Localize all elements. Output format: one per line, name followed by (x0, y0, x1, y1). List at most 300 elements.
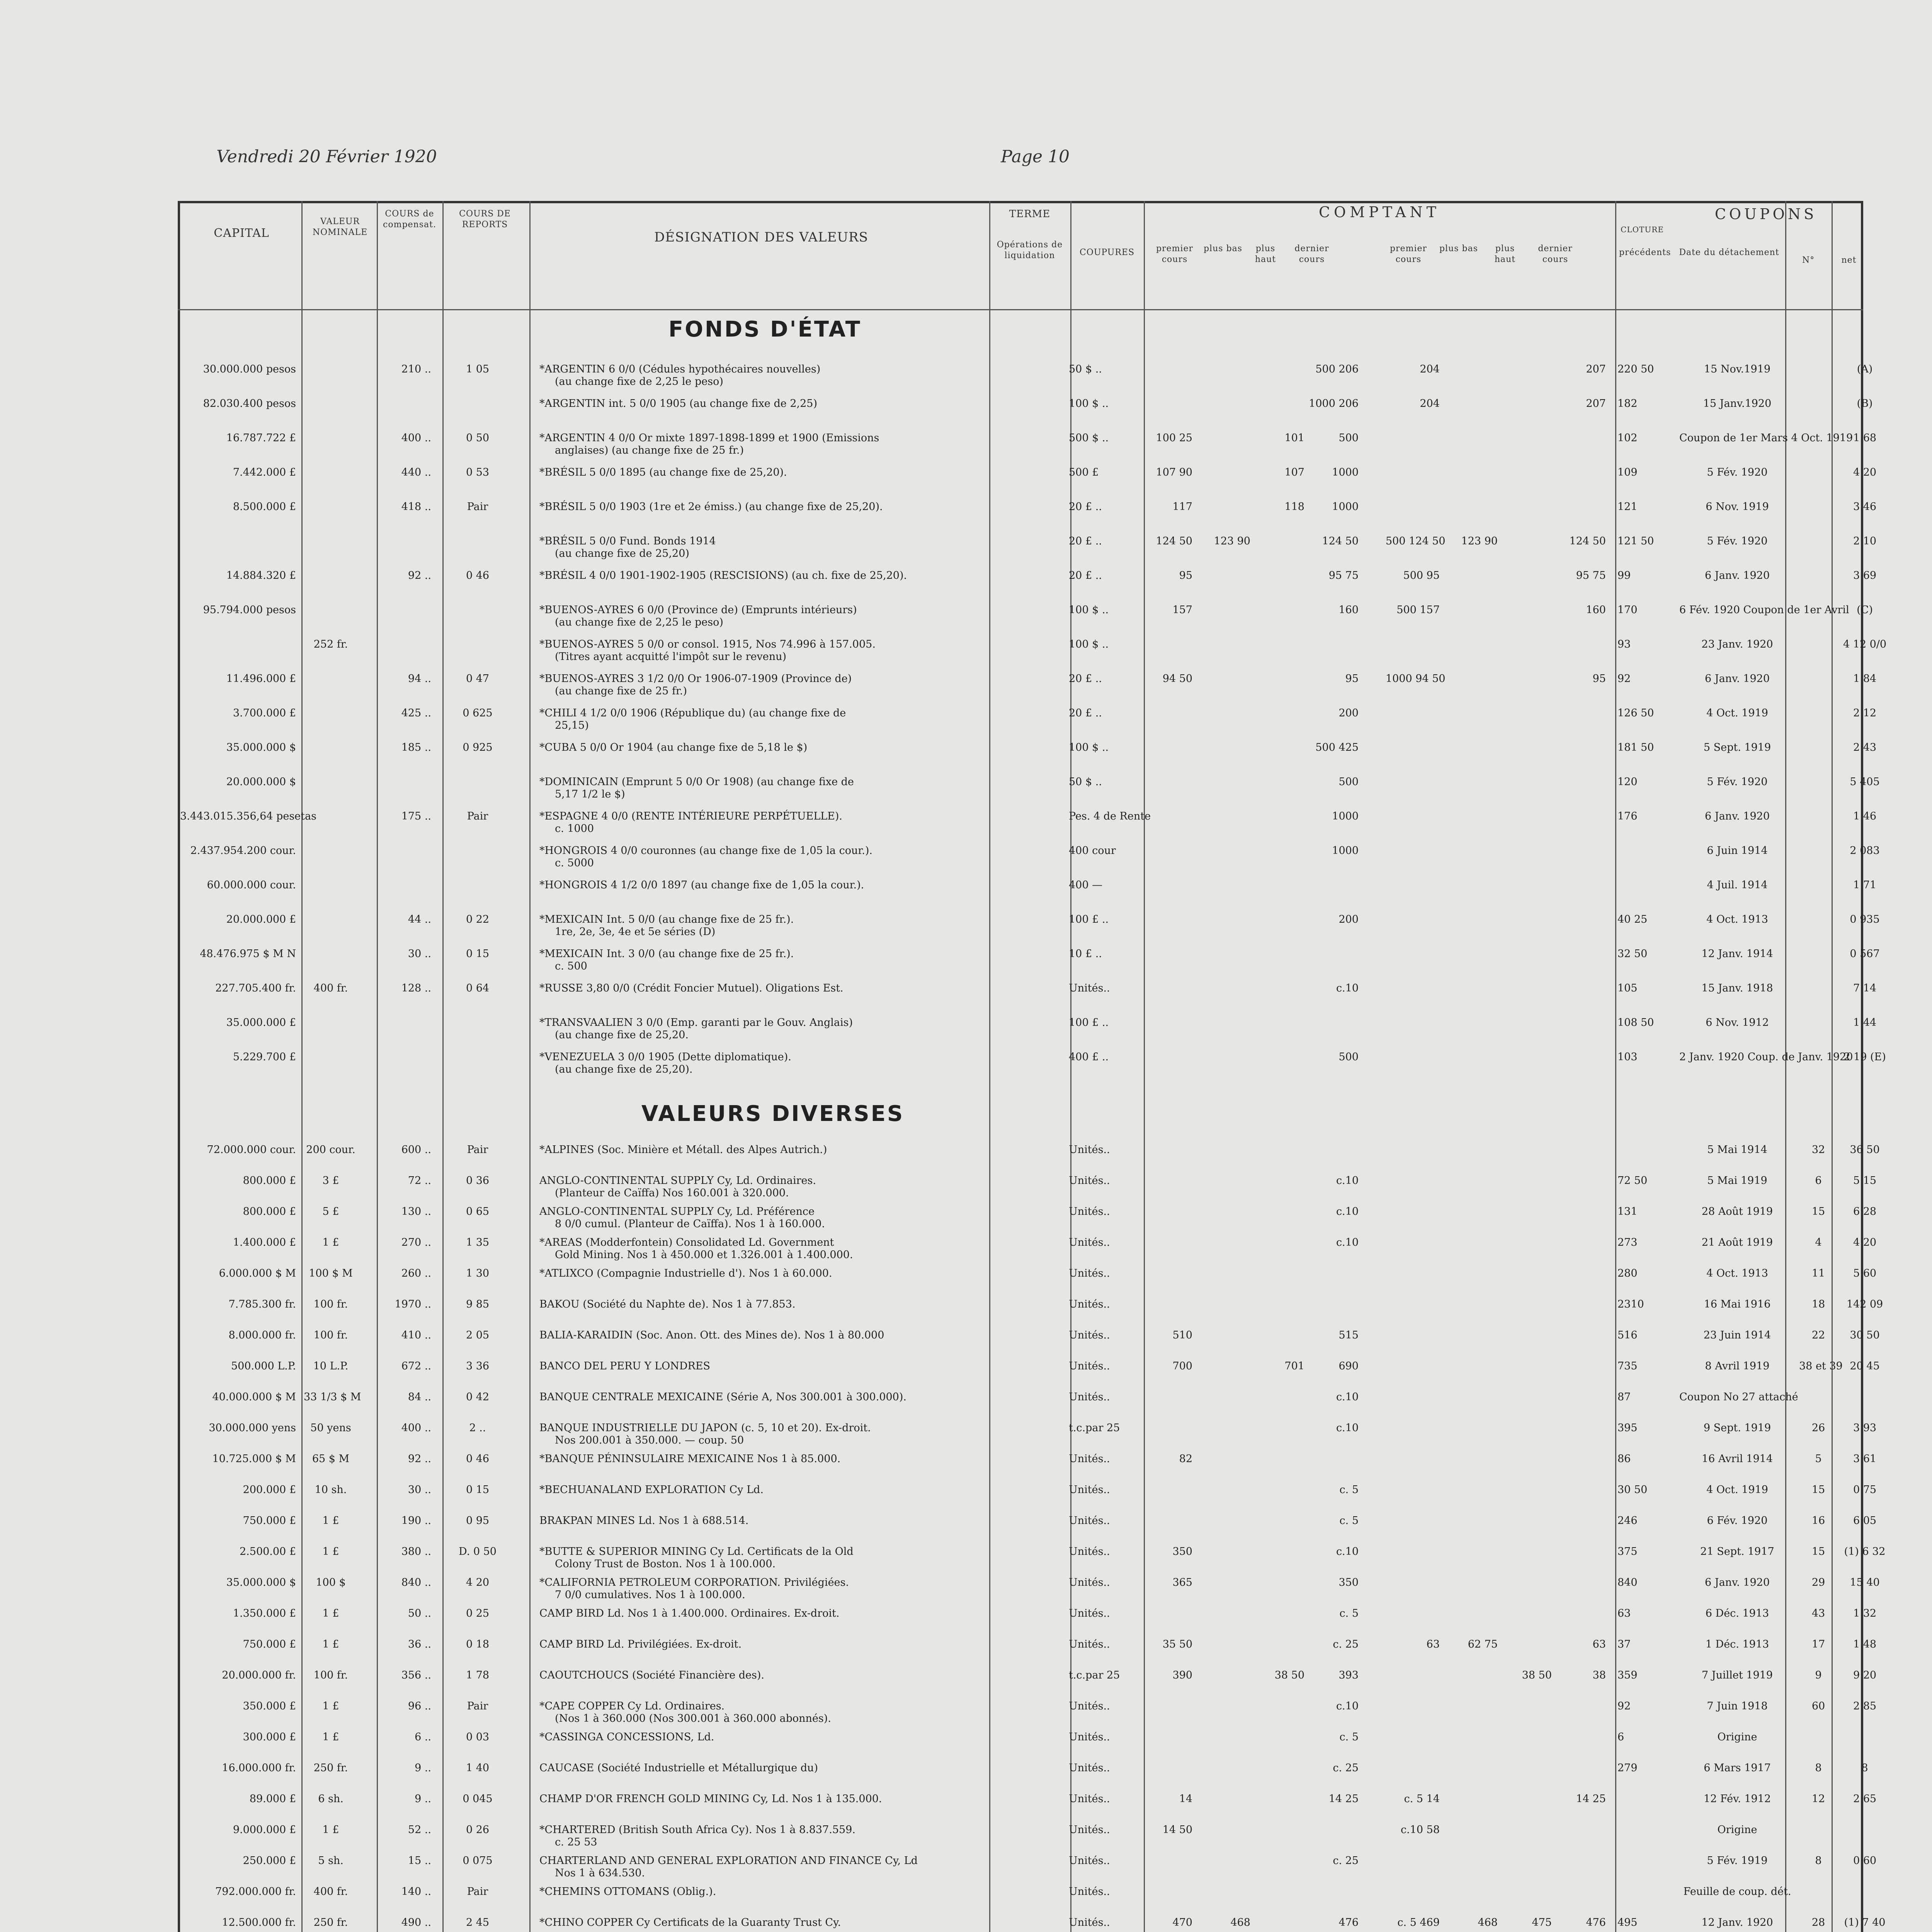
dernier-cours-cell: 350 (1338, 1577, 1359, 1588)
coupon-date-cell: 7 Juillet 1919 (1701, 1669, 1773, 1681)
capital-cell: 500.000 L.P. (231, 1360, 296, 1372)
premier-cours-cell: 14 (1179, 1793, 1192, 1805)
dernier-cours-cell: c. 5 (1339, 1607, 1359, 1619)
capital-cell: 750.000 £ (243, 1515, 296, 1527)
compensation-cell: 210 .. (401, 363, 431, 375)
table-row (180, 1762, 1868, 1792)
compensation-cell: 130 .. (401, 1206, 431, 1218)
col-premier-cours: premier cours (1156, 244, 1194, 264)
col-compensation: COURS de compensat. (383, 209, 436, 230)
coupon-number-cell: 16 (1811, 1515, 1825, 1527)
compensation-cell: 36 .. (408, 1638, 431, 1650)
coupon-number-cell: 4 (1815, 1236, 1822, 1248)
coupure-cell: Unités.. (1069, 1391, 1110, 1403)
report-cell: Pair (467, 1144, 488, 1156)
designation-line-1: BANCO DEL PERU Y LONDRES (539, 1360, 711, 1372)
coupon-date-cell: 6 Fév. 1920 Coupon de 1er Avril (1679, 604, 1849, 616)
col-coupures: COUPURES (1079, 248, 1135, 257)
coupon-number-cell: 32 (1811, 1144, 1825, 1156)
premier-cours-2-cell: c. 5 14 (1404, 1793, 1440, 1805)
table-row (180, 913, 1880, 944)
coupon-date-cell: Coupon No 27 attaché (1679, 1391, 1798, 1403)
compensation-cell: 92 .. (408, 1453, 431, 1465)
coupon-net-cell: 9 20 (1853, 1669, 1877, 1681)
designation-line-1: *CHEMINS OTTOMANS (Oblig.). (539, 1886, 716, 1898)
coupon-date-cell: 6 Janv. 1920 (1705, 810, 1770, 822)
designation-line-2: 1re, 2e, 3e, 4e et 5e séries (D) (555, 926, 716, 938)
coupon-date-cell: 9 Sept. 1919 (1703, 1422, 1771, 1434)
report-cell: 0 50 (466, 432, 490, 444)
coupon-number-cell: 8 (1815, 1762, 1822, 1774)
compensation-cell: 30 .. (408, 1484, 431, 1496)
plus-haut-cell: 101 (1284, 432, 1304, 444)
table-row (180, 1267, 1877, 1298)
coupon-net-cell: 2 65 (1853, 1793, 1877, 1805)
coupon-date-cell: 6 Mars 1917 (1704, 1762, 1771, 1774)
cloture-cell: 516 (1617, 1329, 1638, 1341)
designation-line-1: CAOUTCHOUCS (Société Financière des). (539, 1669, 765, 1681)
coupon-date-cell: 16 Avril 1914 (1701, 1453, 1773, 1465)
designation-line-2: (au change fixe de 25,20) (555, 548, 689, 560)
designation-line-2: (au change fixe de 2,25 le peso) (555, 376, 723, 388)
coupon-net-cell: 5 15 (1853, 1175, 1877, 1187)
cloture-cell: 103 (1617, 1051, 1638, 1063)
cloture-cell: 131 (1617, 1206, 1638, 1218)
dernier-cours-2-cell: 95 75 (1576, 570, 1606, 582)
cloture-cell: 87 (1617, 1391, 1631, 1403)
coupon-date-cell: 5 Fév. 1920 (1707, 535, 1768, 547)
col-date-detachement: Date du détachement (1679, 248, 1779, 257)
col-designation: DÉSIGNATION DES VALEURS (654, 230, 868, 245)
table-row (180, 673, 1877, 703)
coupure-cell: Unités.. (1069, 1329, 1110, 1341)
coupon-number-cell: 11 (1811, 1267, 1825, 1279)
coupon-date-cell: 12 Fév. 1912 (1703, 1793, 1771, 1805)
compensation-cell: 15 .. (408, 1855, 431, 1867)
nominal-cell: 400 fr. (313, 1886, 348, 1898)
capital-cell: 89.000 £ (249, 1793, 296, 1805)
dernier-cours-2-cell: 14 25 (1576, 1793, 1606, 1805)
capital-cell: 300.000 £ (243, 1731, 296, 1743)
coupon-date-cell: 5 Fév. 1920 (1707, 466, 1768, 478)
report-cell: 0 18 (466, 1638, 490, 1650)
dernier-cours-cell: c.10 (1336, 1236, 1359, 1248)
report-cell: 0 075 (463, 1855, 493, 1867)
designation-line-1: *BRÉSIL 5 0/0 Fund. Bonds 1914 (539, 535, 716, 547)
capital-cell: 35.000.000 £ (226, 1017, 296, 1029)
cloture-cell: 72 50 (1617, 1175, 1648, 1187)
designation-line-1: *ARGENTIN 6 0/0 (Cédules hypothécaires nouvelles) (539, 363, 821, 375)
compensation-cell: 400 .. (401, 432, 431, 444)
compensation-cell: 440 .. (401, 466, 431, 478)
coupon-net-cell: 4 20 (1853, 466, 1877, 478)
table-row (180, 742, 1877, 772)
coupon-net-cell: 5 405 (1850, 776, 1880, 788)
coupon-date-cell: 2 Janv. 1920 Coup. de Janv. 1920 (1679, 1051, 1853, 1063)
report-cell: 0 42 (466, 1391, 490, 1403)
dernier-cours-2-cell: 95 (1592, 673, 1606, 685)
capital-cell: 30.000.000 pesos (203, 363, 296, 375)
coupon-number-cell: 12 (1811, 1793, 1825, 1805)
designation-line-2: 7 0/0 cumulatives. Nos 1 à 100.000. (555, 1589, 745, 1601)
cloture-cell: 32 50 (1617, 948, 1648, 960)
coupon-date-cell: 6 Déc. 1913 (1705, 1607, 1769, 1619)
table-row (180, 1329, 1880, 1359)
dernier-cours-cell: 1000 (1332, 810, 1359, 822)
coupon-net-cell: 1 46 (1853, 810, 1877, 822)
report-cell: 0 925 (463, 742, 493, 753)
designation-line-1: *RUSSE 3,80 0/0 (Crédit Foncier Mutuel). Oligations Est. (539, 982, 844, 994)
table-row (180, 1515, 1877, 1545)
designation-line-1: ANGLO-CONTINENTAL SUPPLY Cy, Ld. Ordinaires. (539, 1175, 816, 1187)
coupon-net-cell: 0 567 (1850, 948, 1880, 960)
table-row (180, 604, 1873, 634)
coupon-net-cell: 142 09 (1846, 1298, 1883, 1310)
coupon-date-cell: 8 Avril 1919 (1705, 1360, 1770, 1372)
cloture-cell: 181 50 (1617, 742, 1654, 753)
cloture-cell: 182 (1617, 398, 1638, 410)
dernier-cours-cell: 124 50 (1322, 535, 1359, 547)
compensation-cell: 260 .. (401, 1267, 431, 1279)
dernier-cours-cell: 200 (1338, 913, 1359, 925)
coupon-number-cell: 18 (1811, 1298, 1825, 1310)
dernier-cours-cell: 500 425 (1315, 742, 1359, 753)
designation-line-1: *ARGENTIN int. 5 0/0 1905 (au change fixe de 2,25) (539, 398, 817, 410)
designation-line-1: *CUBA 5 0/0 Or 1904 (au change fixe de 5,18 le $) (539, 742, 808, 753)
report-cell: 0 045 (463, 1793, 493, 1805)
capital-cell: 30.000.000 yens (209, 1422, 296, 1434)
col-plus-bas: plus bas (1203, 244, 1243, 253)
coupon-number-cell: 5 (1815, 1453, 1822, 1465)
compensation-cell: 72 .. (408, 1175, 431, 1187)
coupon-number-cell: 38 et 39 (1799, 1360, 1843, 1372)
premier-cours-cell: 82 (1179, 1453, 1192, 1465)
designation-line-1: *ALPINES (Soc. Minière et Métall. des Alpes Autrich.) (539, 1144, 827, 1156)
dernier-cours-cell: c.10 (1336, 1175, 1359, 1187)
coupon-net-cell: 1 44 (1853, 1017, 1877, 1029)
table-row (180, 501, 1877, 531)
coupon-date-cell: 4 Juil. 1914 (1707, 879, 1768, 891)
compensation-cell: 30 .. (408, 948, 431, 960)
cloture-cell: 220 50 (1617, 363, 1654, 375)
compensation-cell: 1970 .. (395, 1298, 431, 1310)
report-cell: Pair (467, 1886, 488, 1898)
report-cell: 1 30 (466, 1267, 490, 1279)
capital-cell: 12.500.000 fr. (222, 1917, 296, 1929)
designation-line-2: Colony Trust de Boston. Nos 1 à 100.000. (555, 1558, 776, 1570)
nominal-cell: 100 $ M (309, 1267, 353, 1279)
coupure-cell: 400 £ .. (1069, 1051, 1109, 1063)
premier-cours-2-cell: c. 5 469 (1397, 1917, 1440, 1929)
coupure-cell: 20 £ .. (1069, 535, 1102, 547)
coupon-number-cell: 15 (1811, 1206, 1825, 1218)
designation-line-1: *CASSINGA CONCESSIONS, Ld. (539, 1731, 714, 1743)
col-nominale: VALEUR NOMINALE (312, 217, 368, 237)
premier-cours-cell: 107 90 (1156, 466, 1192, 478)
cloture-cell: 121 50 (1617, 535, 1654, 547)
cloture-cell: 37 (1617, 1638, 1631, 1650)
designation-line-1: BANQUE INDUSTRIELLE DU JAPON (c. 5, 10 et 20). Ex-droit. (539, 1422, 871, 1434)
coupon-date-cell: 5 Fév. 1920 (1707, 776, 1768, 788)
premier-cours-cell: 35 50 (1162, 1638, 1192, 1650)
table-row (180, 845, 1880, 875)
report-cell: 0 15 (466, 948, 490, 960)
table-row (180, 982, 1877, 1012)
coupon-date-cell: 5 Mai 1914 (1707, 1144, 1767, 1156)
table-row (180, 1577, 1880, 1607)
capital-cell: 200.000 £ (243, 1484, 296, 1496)
designation-line-1: BRAKPAN MINES Ld. Nos 1 à 688.514. (539, 1515, 749, 1527)
cloture-cell: 30 50 (1617, 1484, 1648, 1496)
premier-cours-cell: 390 (1172, 1669, 1192, 1681)
nominal-cell: 1 £ (322, 1638, 339, 1650)
coupon-date-cell: 1 Déc. 1913 (1705, 1638, 1769, 1650)
col-dernier-cours: dernier cours (1294, 244, 1329, 264)
designation-line-2: (Nos 1 à 360.000 (Nos 300.001 à 360.000 abonnés). (555, 1713, 831, 1725)
coupon-date-cell: 5 Fév. 1919 (1707, 1855, 1768, 1867)
table-row (180, 398, 1873, 428)
section-fonds-etat: FONDS D'ÉTAT (668, 317, 862, 342)
coupon-number-cell: 15 (1811, 1546, 1825, 1558)
coupon-net-cell: 8 (1861, 1762, 1868, 1774)
report-cell: 0 46 (466, 570, 490, 582)
cloture-cell: 121 (1617, 501, 1638, 513)
designation-line-1: *BRÉSIL 5 0/0 1903 (1re et 2e émiss.) (au change fixe de 25,20). (539, 501, 883, 513)
designation-line-1: *BRÉSIL 5 0/0 1895 (au change fixe de 25,20). (539, 466, 787, 478)
nominal-cell: 100 fr. (313, 1298, 348, 1310)
dernier-cours-cell: c.10 (1336, 1391, 1359, 1403)
table-row (180, 1391, 1861, 1421)
compensation-cell: 418 .. (401, 501, 431, 513)
dernier-cours-cell: c.10 (1336, 982, 1359, 994)
coupon-date-cell: Origine (1717, 1731, 1757, 1743)
designation-line-2: (au change fixe de 25,20. (555, 1029, 689, 1041)
coupon-net-cell: 1 32 (1853, 1607, 1877, 1619)
designation-line-2: (Planteur de Caïffa) Nos 160.001 à 320.000. (555, 1187, 789, 1199)
designation-line-2: c. 5000 (555, 857, 594, 869)
capital-cell: 35.000.000 $ (226, 742, 296, 753)
table-row (180, 1175, 1877, 1205)
table-row (180, 1453, 1877, 1483)
nominal-cell: 250 fr. (313, 1762, 348, 1774)
compensation-cell: 175 .. (401, 810, 431, 822)
coupure-cell: 500 £ (1069, 466, 1099, 478)
designation-line-2: Nos 1 à 634.530. (555, 1867, 645, 1879)
cloture-cell: 99 (1617, 570, 1631, 582)
header-rule (178, 309, 1863, 310)
capital-cell: 60.000.000 cour. (207, 879, 296, 891)
cloture-cell: 93 (1617, 638, 1631, 650)
table-row (180, 1669, 1877, 1699)
dernier-cours-cell: 476 (1338, 1917, 1359, 1929)
coupon-number-cell: 15 (1811, 1484, 1825, 1496)
coupon-net-cell: 3 61 (1853, 1453, 1877, 1465)
dernier-cours-2-cell: 207 (1586, 398, 1606, 410)
dernier-cours-cell: c. 25 (1333, 1638, 1359, 1650)
plus-haut-2-cell: 38 50 (1522, 1669, 1552, 1681)
capital-cell: 750.000 £ (243, 1638, 296, 1650)
table-row (180, 1700, 1877, 1730)
designation-line-1: *BUENOS-AYRES 5 0/0 or consol. 1915, Nos 74.996 à 157.005. (539, 638, 876, 650)
coupon-net-cell: (A) (1857, 363, 1873, 375)
dernier-cours-2-cell: 207 (1586, 363, 1606, 375)
capital-cell: 16.787.722 £ (226, 432, 296, 444)
table-row (180, 466, 1877, 497)
coupon-date-cell: 23 Juin 1914 (1703, 1329, 1771, 1341)
compensation-cell: 94 .. (408, 673, 431, 685)
designation-line-1: *TRANSVAALIEN 3 0/0 (Emp. garanti par le Gouv. Anglais) (539, 1017, 853, 1029)
cloture-cell: 279 (1617, 1762, 1638, 1774)
table-row (180, 570, 1877, 600)
compensation-cell: 672 .. (401, 1360, 431, 1372)
coupon-date-cell: 5 Sept. 1919 (1703, 742, 1771, 753)
compensation-cell: 52 .. (408, 1824, 431, 1836)
coupure-cell: 100 $ .. (1069, 742, 1109, 753)
coupon-date-cell: 16 Mai 1916 (1704, 1298, 1771, 1310)
designation-line-1: *DOMINICAIN (Emprunt 5 0/0 Or 1908) (au change fixe de (539, 776, 854, 788)
designation-line-1: CAUCASE (Société Industrielle et Métallurgique du) (539, 1762, 818, 1774)
table-row (180, 1051, 1886, 1081)
plus-bas-cell: 468 (1230, 1917, 1250, 1929)
nominal-cell: 400 fr. (313, 982, 348, 994)
nominal-cell: 3 £ (322, 1175, 339, 1187)
coupure-cell: 500 $ .. (1069, 432, 1109, 444)
cloture-cell: 86 (1617, 1453, 1631, 1465)
designation-line-1: *HONGROIS 4 0/0 couronnes (au change fixe de 1,05 la cour.). (539, 845, 873, 857)
cloture-cell: 120 (1617, 776, 1638, 788)
cloture-cell: 273 (1617, 1236, 1638, 1248)
coupon-date-cell: 15 Janv.1920 (1703, 398, 1772, 410)
table-row (180, 1886, 1861, 1916)
compensation-cell: 600 .. (401, 1144, 431, 1156)
premier-cours-2-cell: 500 95 (1403, 570, 1440, 582)
report-cell: 9 85 (466, 1298, 490, 1310)
dernier-cours-cell: c.10 (1336, 1206, 1359, 1218)
cloture-cell: 280 (1617, 1267, 1638, 1279)
coupon-net-cell: 4 12 0/0 (1843, 638, 1887, 650)
report-cell: 1 35 (466, 1236, 490, 1248)
nominal-cell: 10 L.P. (313, 1360, 349, 1372)
cloture-cell: 6 (1617, 1731, 1624, 1743)
capital-cell: 5.229.700 £ (233, 1051, 296, 1063)
coupon-net-cell: 1 68 (1853, 432, 1877, 444)
coupure-cell: Unités.. (1069, 1917, 1110, 1929)
report-cell: 4 20 (466, 1577, 490, 1588)
compensation-cell: 44 .. (408, 913, 431, 925)
coupure-cell: Unités.. (1069, 1360, 1110, 1372)
compensation-cell: 190 .. (401, 1515, 431, 1527)
premier-cours-cell: 470 (1172, 1917, 1192, 1929)
capital-cell: 2.500.00 £ (240, 1546, 296, 1558)
coupon-date-cell: Coupon de 1er Mars 4 Oct. 1919 (1679, 432, 1853, 444)
premier-cours-cell: 510 (1172, 1329, 1192, 1341)
coupure-cell: Unités.. (1069, 1824, 1110, 1836)
nominal-cell: 100 $ (316, 1577, 346, 1588)
designation-line-2: c. 25 53 (555, 1836, 597, 1848)
premier-cours-2-cell: c.10 58 (1401, 1824, 1440, 1836)
designation-line-1: ANGLO-CONTINENTAL SUPPLY Cy, Ld. Préférence (539, 1206, 815, 1218)
coupure-cell: 400 cour (1069, 845, 1116, 857)
table-row (180, 1917, 1886, 1932)
compensation-cell: 425 .. (401, 707, 431, 719)
col-coupons: COUPONS (1714, 206, 1817, 223)
coupure-cell: Unités.. (1069, 1762, 1110, 1774)
coupon-date-cell: 5 Mai 1919 (1707, 1175, 1767, 1187)
report-cell: 1 40 (466, 1762, 490, 1774)
dernier-cours-2-cell: 63 (1592, 1638, 1606, 1650)
designation-line-1: *MEXICAIN Int. 3 0/0 (au change fixe de 25 fr.). (539, 948, 794, 960)
report-cell: 0 625 (463, 707, 493, 719)
premier-cours-cell: 365 (1172, 1577, 1192, 1588)
designation-line-1: *CAPE COPPER Cy Ld. Ordinaires. (539, 1700, 725, 1712)
coupure-cell: Unités.. (1069, 1886, 1110, 1898)
dernier-cours-cell: 690 (1338, 1360, 1359, 1372)
report-cell: 0 46 (466, 1453, 490, 1465)
report-cell: 2 05 (466, 1329, 490, 1341)
cloture-cell: 395 (1617, 1422, 1638, 1434)
compensation-cell: 380 .. (401, 1546, 431, 1558)
coupon-net-cell: 0 935 (1850, 913, 1880, 925)
cloture-cell: 105 (1617, 982, 1638, 994)
coupure-cell: 50 $ .. (1069, 363, 1102, 375)
dernier-cours-cell: 1000 (1332, 845, 1359, 857)
capital-cell: 14.884.320 £ (226, 570, 296, 582)
coupon-number-cell: 8 (1815, 1855, 1822, 1867)
report-cell: Pair (467, 1700, 488, 1712)
designation-line-1: *BECHUANALAND EXPLORATION Cy Ld. (539, 1484, 764, 1496)
cloture-cell: 108 50 (1617, 1017, 1654, 1029)
dernier-cours-cell: c. 5 (1339, 1515, 1359, 1527)
section-valeurs-diverses: VALEURS DIVERSES (641, 1101, 905, 1126)
report-cell: 2 45 (466, 1917, 490, 1929)
coupon-net-cell: (1) 6 32 (1844, 1546, 1886, 1558)
cloture-cell: 92 (1617, 1700, 1631, 1712)
table-row (180, 1360, 1880, 1390)
premier-cours-2-cell: 1000 94 50 (1386, 673, 1446, 685)
report-cell: D. 0 50 (459, 1546, 497, 1558)
plus-bas-2-cell: 62 75 (1468, 1638, 1498, 1650)
capital-cell: 20.000.000 £ (226, 913, 296, 925)
plus-bas-2-cell: 123 90 (1461, 535, 1498, 547)
coupure-cell: Unités.. (1069, 1638, 1110, 1650)
nominal-cell: 6 sh. (318, 1793, 344, 1805)
coupon-date-cell: 6 Juin 1914 (1707, 845, 1768, 857)
coupure-cell: 100 $ .. (1069, 398, 1109, 410)
report-cell: 0 25 (466, 1607, 490, 1619)
designation-line-1: *VENEZUELA 3 0/0 1905 (Dette diplomatique). (539, 1051, 791, 1063)
table-row (180, 1607, 1877, 1638)
nominal-cell: 1 £ (322, 1515, 339, 1527)
table-row (180, 948, 1880, 978)
report-cell: 0 22 (466, 913, 490, 925)
compensation-cell: 50 .. (408, 1607, 431, 1619)
coupure-cell: 100 £ .. (1069, 1017, 1109, 1029)
nominal-cell: 1 £ (322, 1824, 339, 1836)
coupure-cell: Unités.. (1069, 1453, 1110, 1465)
cloture-cell: 126 50 (1617, 707, 1654, 719)
report-cell: 3 36 (466, 1360, 490, 1372)
coupon-net-cell: 7 14 (1853, 982, 1877, 994)
coupure-cell: 100 $ .. (1069, 638, 1109, 650)
coupon-date-cell: 4 Oct. 1913 (1706, 1267, 1768, 1279)
dernier-cours-cell: c.10 (1336, 1700, 1359, 1712)
dernier-cours-cell: c.10 (1336, 1546, 1359, 1558)
nominal-cell: 1 £ (322, 1236, 339, 1248)
report-cell: 0 47 (466, 673, 490, 685)
capital-cell: 1.400.000 £ (233, 1236, 296, 1248)
coupure-cell: 10 £ .. (1069, 948, 1102, 960)
coupon-number-cell: 28 (1811, 1917, 1825, 1929)
